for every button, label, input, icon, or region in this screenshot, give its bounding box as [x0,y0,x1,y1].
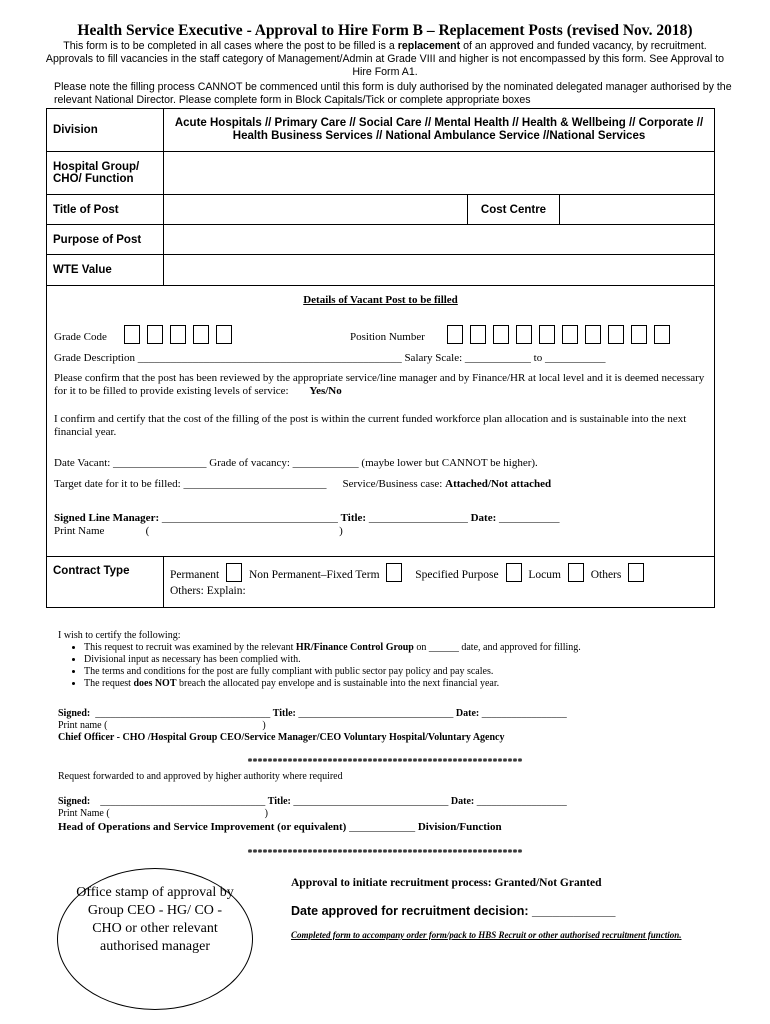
lm-title-field[interactable]: __________________ [366,512,471,524]
completed-form-note: Completed form to accompany order form/pack to HBS Recruit or other authorised recruitment function. [291,930,682,940]
others-label: Others [590,569,622,581]
higher-authority-signature [58,796,748,833]
grade-code-row [54,322,707,344]
contract-options-row [170,563,708,581]
cost-centre-field[interactable] [560,195,715,225]
certify-intro: I wish to certify the following: [58,630,181,641]
cost-certification: I confirm and certify that the cost of the filling of the post is within the current funded workforce plan allocation and is sustainable into the next financial year. [54,413,687,438]
date-label: Date: [450,796,475,807]
certify-list [58,642,738,690]
list-item: • This request to recruit was examined by the relevant HR/Finance Control Group on ______ date, and approved for filling. [84,642,738,654]
office-stamp-text: Office stamp of approval by Group CEO - HG/ CO - CHO or other relevant authorised manager [76,885,234,954]
date-field[interactable]: __________________ [474,796,567,807]
grade-code-boxes[interactable] [124,325,239,344]
post-details-table [46,108,715,608]
wte-value-field[interactable] [164,255,715,286]
title-field[interactable]: _______________________________ [290,796,451,807]
title-of-post-field[interactable] [164,195,468,225]
lm-print-name[interactable]: Print Name ( ) [54,525,343,537]
review-confirmation [54,372,707,398]
date-vacant-line[interactable]: Date Vacant: _________________ Grade of vacancy: ____________ (maybe lower but CANNOT be higher). [54,457,538,469]
position-number-label: Position Number [350,331,425,343]
position-number-boxes[interactable] [447,325,677,344]
division-options[interactable]: Acute Hospitals // Primary Care // Social Care // Mental Health // Health & Wellbeing // Corporate // Health Business Services // National Ambulance Service //National Services [164,109,715,152]
lm-date-label: Date: [470,512,497,524]
separator-stars-2: ******************************************************* [247,848,523,859]
division-function-label: Division/Function [417,821,502,833]
head-of-operations-line [58,821,748,833]
chief-officer-label: Chief Officer - CHO /Hospital Group CEO/Service Manager/CEO Voluntary Hospital/Voluntary Agency [58,732,505,743]
target-date-line [54,478,707,491]
wte-value-label: WTE Value [47,255,164,286]
title-of-post-label: Title of Post [47,195,164,225]
vacant-post-heading: Details of Vacant Post to be filled [303,294,458,306]
grade-description-line[interactable]: Grade Description ________________________________________________ Salary Scale: ____________ to ___________ [54,352,606,364]
certification-section [58,630,738,690]
instruction-note: Please note the filling process CANNOT be commenced until this form is duly authorised by the nominated delegated manager authorised by the relevant National Director. Please complete form in Block Capitals/Tick or complete appropriate boxes [54,81,732,106]
locum-label: Locum [528,569,561,581]
permanent-checkbox[interactable] [226,563,242,582]
signature-field[interactable]: ___________________________________ [90,708,273,719]
line-manager-signature-field[interactable]: ________________________________ [159,512,341,524]
list-item: • The request does NOT breach the allocated pay envelope and is sustainable into the next financial year. [84,678,738,690]
contract-type-options [164,557,715,608]
purpose-of-post-field[interactable] [164,225,715,255]
print-name-field[interactable]: Print Name ( ) [58,808,268,819]
list-item: • Divisional input as necessary has been complied with. [84,654,738,666]
print-name-field[interactable]: Print name ( ) [58,720,266,731]
list-item: • The terms and conditions for the post are fully compliant with public sector pay policy and pay scales. [84,666,738,678]
specified-purpose-checkbox[interactable] [506,563,522,582]
vacant-post-section [47,286,715,557]
hospital-group-label: Hospital Group/ CHO/ Function [47,152,164,195]
intro-bold: replacement [397,40,461,52]
lm-title-label: Title: [340,512,367,524]
target-date-field[interactable]: Target date for it to be filled: __________________________ [54,478,327,490]
grade-code-label: Grade Code [54,331,107,343]
yes-no-option[interactable]: Yes/No [309,385,342,397]
line-manager-signature [54,512,707,525]
date-label: Date: [455,708,480,719]
contract-type-label: Contract Type [47,557,164,608]
approval-initiate[interactable]: Approval to initiate recruitment process: Granted/Not Granted [291,877,602,889]
date-field[interactable]: _________________ [479,708,567,719]
forwarded-text: Request forwarded to and approved by higher authority where required [58,771,343,782]
attached-option[interactable]: Attached/Not attached [445,478,552,490]
cost-centre-label: Cost Centre [468,195,560,225]
head-of-operations-label: Head of Operations and Service Improvement (or equivalent) [58,821,347,833]
locum-checkbox[interactable] [568,563,584,582]
hospital-group-field[interactable] [164,152,715,195]
title-label: Title: [267,796,291,807]
separator-stars: ******************************************************* [247,757,523,768]
purpose-of-post-label: Purpose of Post [47,225,164,255]
signed-label: Signed: [58,796,91,807]
non-permanent-checkbox[interactable] [386,563,402,582]
others-checkbox[interactable] [628,563,644,582]
specified-purpose-label: Specified Purpose [415,569,499,581]
review-confirmation-text: Please confirm that the post has been reviewed by the appropriate service/line manager and by Finance/HR at local level and it is deemed necessary for it to be filled to provide existing levels of service: [54,372,705,397]
intro-pre: This form is to be completed in all cases where the post to be filled is a [63,40,398,52]
signed-label: Signed: [58,708,91,719]
non-permanent-label: Non Permanent–Fixed Term [248,569,380,581]
division-label: Division [47,109,164,152]
title-label: Title: [272,708,296,719]
division-function-field[interactable]: ____________ [346,821,418,833]
signature-field[interactable]: _________________________________ [90,796,268,807]
others-explain[interactable]: Others: Explain: [170,585,246,597]
form-title: Health Service Executive - Approval to Hire Form B – Replacement Posts (revised Nov. 2018) [77,22,693,39]
chief-officer-signature [58,708,748,744]
date-approved[interactable]: Date approved for recruitment decision: ____________ [291,904,616,918]
business-case-label: Service/Business case: [342,478,443,490]
title-field[interactable]: _______________________________ [295,708,456,719]
permanent-label: Permanent [170,569,220,581]
intro-text [40,40,730,79]
signed-line-manager-label: Signed Line Manager: [54,512,160,524]
lm-date-field[interactable]: ___________ [496,512,560,524]
intro-post: of an approved and funded vacancy, by recruitment. Approvals to fill vacancies in the staff category of Management/Admin at Grade VIII and higher is not encompassed by this form. See Approval to Hire Form A1. [45,40,725,78]
